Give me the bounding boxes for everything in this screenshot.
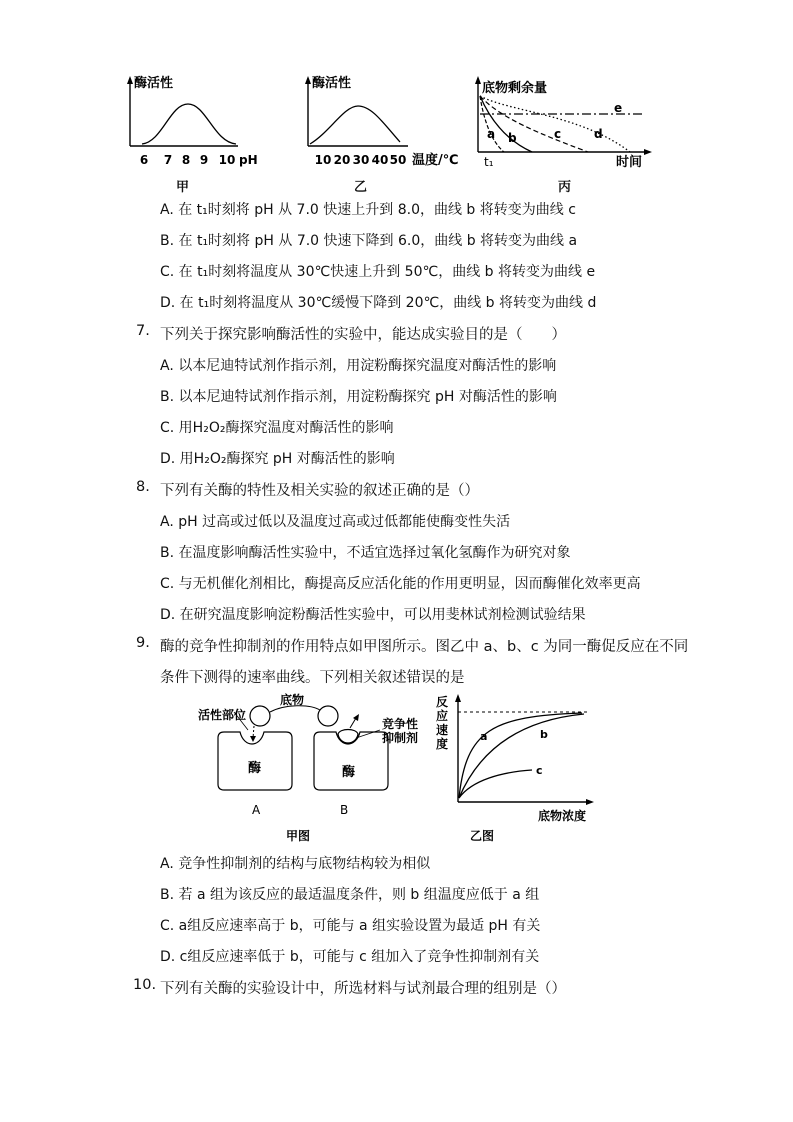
- figure-jia-ph-activity: [118, 72, 268, 172]
- inhibitor-label-2: 抑制剂: [382, 731, 419, 745]
- q8-stem: 下列有关酶的特性及相关实验的叙述正确的是（）: [160, 483, 479, 499]
- q9-stem-line1: 酶的竞争性抑制剂的作用特点如甲图所示。图乙中 a、b、c 为同一酶促反应在不同: [160, 639, 689, 655]
- jia-tick: 7: [163, 153, 173, 167]
- jia-tick: 9: [199, 153, 209, 167]
- bing-label-b: b: [508, 131, 517, 145]
- yi-ylabel-3: 速: [436, 723, 449, 737]
- yi-ylabel-2: 应: [436, 709, 449, 723]
- q8-number: 8.: [136, 479, 150, 495]
- q8-option-c: C. 与无机催化剂相比，酶提高反应活化能的作用更明显，因而酶催化效率更高: [160, 576, 641, 592]
- q7-stem: 下列关于探究影响酶活性的实验中，能达成实验目的是（ ）: [160, 327, 566, 343]
- q7-option-a: A. 以本尼迪特试剂作指示剂，用淀粉酶探究温度对酶活性的影响: [160, 358, 557, 374]
- yi-ylabel: 酶活性: [312, 76, 352, 91]
- q9-option-c: C. a组反应速率高于 b，可能与 a 组实验设置为最适 pH 有关: [160, 918, 541, 934]
- enzyme-a-label: 酶: [248, 761, 262, 776]
- jia-tick: 10: [218, 153, 236, 167]
- q7-number: 7.: [136, 323, 150, 339]
- yi-label-c: c: [536, 764, 543, 777]
- q6-option-b: B. 在 t₁时刻将 pH 从 7.0 快速下降到 6.0，曲线 b 将转变为曲线 a: [160, 233, 578, 249]
- bing-label-e: e: [614, 101, 623, 115]
- q8-option-b: B. 在温度影响酶活性实验中，不适宜选择过氧化氢酶作为研究对象: [160, 545, 571, 561]
- yi-tick: 20: [333, 153, 351, 167]
- yi-curve-a: [459, 713, 582, 798]
- enzyme-b-label: 酶: [342, 765, 356, 780]
- q9-option-a: A. 竞争性抑制剂的结构与底物结构较为相似: [160, 856, 431, 872]
- q8-option-a: A. pH 过高或过低以及温度过高或过低都能使酶变性失活: [160, 514, 511, 530]
- yi-curve-b: [459, 714, 584, 798]
- q7-option-d: D. 用H₂O₂酶探究 pH 对酶活性的影响: [160, 451, 395, 467]
- bing-label-d: d: [594, 127, 603, 141]
- yi-label-a: a: [480, 730, 488, 743]
- bing-label-a: a: [487, 127, 496, 141]
- q6-option-c: C. 在 t₁时刻将温度从 30℃快速上升到 50℃，曲线 b 将转变为曲线 e: [160, 264, 596, 280]
- active-site-label: 活性部位: [198, 708, 247, 722]
- yi-xlabel: 温度/℃: [412, 153, 459, 168]
- yi-ylabel-4: 度: [436, 737, 449, 751]
- jia-tick: 8: [181, 153, 191, 167]
- bing-t1: t₁: [484, 155, 494, 169]
- yi-tick: 30: [352, 153, 370, 167]
- fig-yi-caption: 乙图: [470, 829, 495, 843]
- bing-ylabel: 底物剩余量: [482, 81, 548, 96]
- jia-caption: 甲: [176, 180, 190, 195]
- figure-label-a: A: [252, 803, 261, 817]
- yi-tick: 40: [371, 153, 389, 167]
- q9-option-d: D. c组反应速率低于 b，可能与 c 组加入了竞争性抑制剂有关: [160, 949, 540, 965]
- bing-xlabel: 时间: [616, 155, 643, 170]
- yi-tick: 10: [314, 153, 332, 167]
- fig-jia-caption: 甲图: [286, 829, 311, 843]
- q9-stem-line2: 条件下测得的速率曲线。下列相关叙述错误的是: [160, 670, 465, 686]
- yi-curve-c: [459, 770, 532, 798]
- jia-tick: 6: [139, 153, 149, 167]
- substrate-b: [318, 706, 338, 726]
- q10-number: 10.: [133, 977, 157, 993]
- substrate-a: [250, 706, 270, 726]
- figure-label-b: B: [340, 803, 349, 817]
- figure-q9-jia-inhibitor: [190, 690, 430, 845]
- jia-ylabel: 酶活性: [134, 76, 174, 91]
- yi-label-b: b: [540, 728, 548, 741]
- q9-number: 9.: [136, 635, 150, 651]
- yi-tick: 50: [389, 153, 407, 167]
- q7-option-c: C. 用H₂O₂酶探究温度对酶活性的影响: [160, 420, 394, 436]
- yi-ylabel-1: 反: [436, 695, 449, 709]
- figure-q9-yi-rate: [432, 690, 597, 845]
- q6-option-a: A. 在 t₁时刻将 pH 从 7.0 快速上升到 8.0，曲线 b 将转变为曲线 c: [160, 202, 576, 218]
- bing-label-c: c: [554, 127, 562, 141]
- jia-curve: [142, 104, 236, 144]
- bing-curve-b: [480, 96, 532, 152]
- jia-xunit: pH: [239, 153, 258, 167]
- yi-curve: [310, 106, 400, 144]
- figure-bing-substrate-time: [470, 72, 660, 172]
- yi-xlabel: 底物浓度: [538, 809, 587, 823]
- q9-option-b: B. 若 a 组为该反应的最适温度条件，则 b 组温度应低于 a 组: [160, 887, 540, 903]
- q8-option-d: D. 在研究温度影响淀粉酶活性实验中，可以用斐林试剂检测试验结果: [160, 607, 586, 623]
- inhibitor-label-1: 竞争性: [382, 717, 419, 731]
- substrate-label: 底物: [280, 693, 305, 707]
- q10-stem: 下列有关酶的实验设计中，所选材料与试剂最合理的组别是（）: [160, 981, 566, 997]
- bing-caption: 丙: [558, 180, 572, 195]
- yi-caption: 乙: [354, 180, 368, 195]
- q7-option-b: B. 以本尼迪特试剂作指示剂，用淀粉酶探究 pH 对酶活性的影响: [160, 389, 557, 405]
- bing-curve-d: [480, 96, 630, 152]
- q6-option-d: D. 在 t₁时刻将温度从 30℃缓慢下降到 20℃，曲线 b 将转变为曲线 d: [160, 295, 597, 311]
- figure-yi-temp-activity: [296, 72, 466, 172]
